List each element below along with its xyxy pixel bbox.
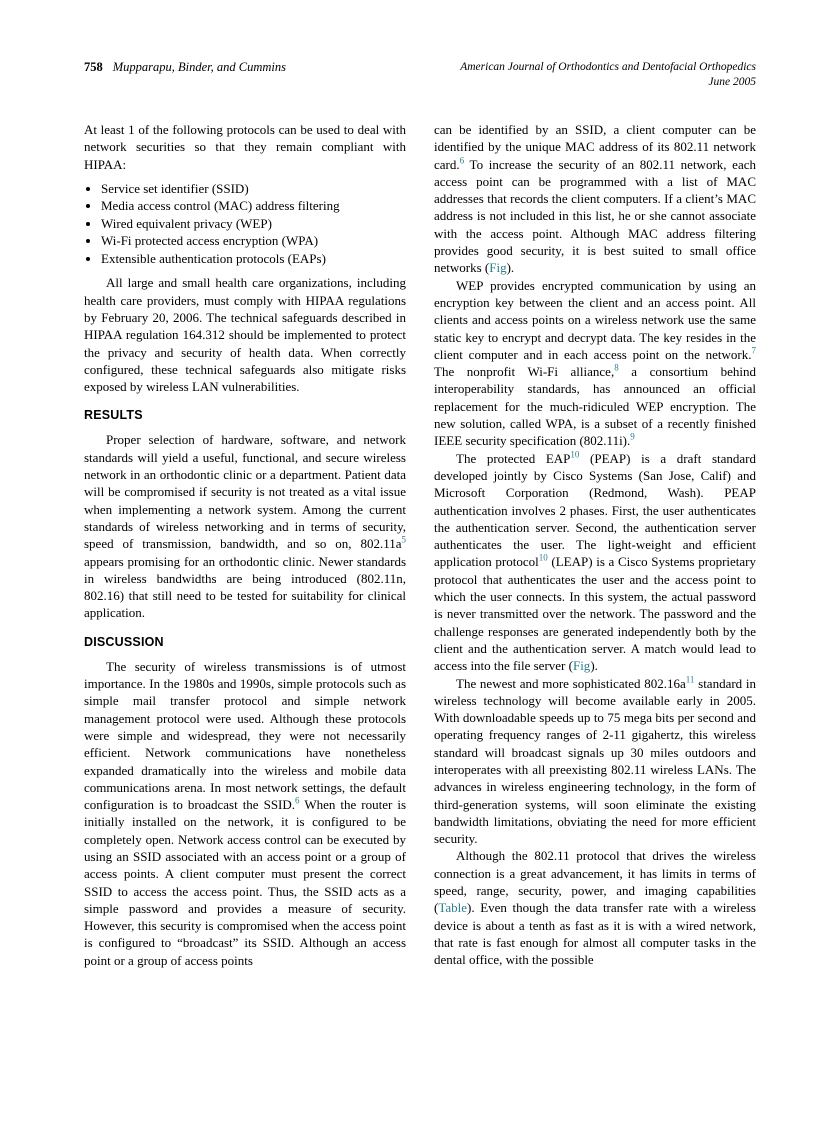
bullet-item: • Media access control (MAC) address filtering bbox=[101, 197, 406, 215]
citation-reference-link[interactable]: 7 bbox=[751, 345, 756, 356]
citation-reference-link[interactable]: 8 bbox=[614, 362, 619, 373]
running-head bbox=[84, 60, 756, 90]
figure-link[interactable]: Fig bbox=[489, 260, 507, 276]
journal-title: American Journal of Orthodontics and Dentofacial Orthopedics bbox=[460, 61, 756, 73]
paragraph: Proper selection of hardware, software, and network standards will yield a useful, functional, and secure wireless network in an orthodontic clinic or a department. Patient data will be compromised if security is not treated as a vital issue when implementing a network system. Among the current standards of wireless networking and in terms of security, speed of transmission, bandwidth, and so on, 802.11a$^5$ appears promising for an orthodontic clinic. Newer standards in wireless bandwidths are being introduced (802.11n, 802.16) that still need to be tested for suitability for clinical application. bbox=[84, 432, 406, 621]
figure-link[interactable]: Fig bbox=[572, 658, 591, 674]
bullet-item: • Extensible authentication protocols (EAPs) bbox=[101, 250, 406, 268]
paragraph: can be identified by an SSID, a client computer can be identified by the unique MAC address of its 802.11 network card.$^6$ To increase the security of an 802.11 network, each access point can be programmed with a list of MAC addresses that records the client computers. If a client’s MAC address is not included in this list, he or she cannot associate with the access point. Although MAC address filtering provides good security, it is best suited to small office networks (Fig). bbox=[434, 122, 756, 276]
paragraph: Although the 802.11 protocol that drives the wireless connection is a great advancement, it has limits in terms of speed, range, security, power, and imaging capabilities (Table). Even though the data transfer rate with a wireless device is about a tenth as fast as it is with a wired network, that rate is fast enough for almost all computer tasks in the dental office, with the possible bbox=[434, 848, 756, 968]
running-head-right bbox=[460, 60, 756, 90]
paragraph: The security of wireless transmissions is of utmost importance. In the 1980s and 1990s, simple protocols such as simple mail transfer protocol and simple network management protocol were used. Although these protocols were simple and widespread, they were not necessarily efficient. Network communications have nonetheless expanded dramatically into the wireless and mobile data communications arena. In most network settings, the default configuration is to broadcast the SSID.$^6$ When the router is initially installed on the network, it is configured to be completely open. Network access control can be executed by using an SSID associated with an access point or a group of access points. A client computer must present the correct SSID to access the access point. Thus, the SSID acts as a simple password and provides a measure of security. However, this security is compromised when the access point is configured to “broadcast” its SSID. Although an access point or a group of access points bbox=[84, 658, 406, 968]
citation-reference-link[interactable]: 11 bbox=[685, 674, 695, 685]
paragraph: The newest and more sophisticated 802.16a$^{11}$ standard in wireless technology will become available early in 2005. With downloadable speeds up to 75 mega bits per second and operating frequency ranges of 2-11 gigahertz, this wireless standard will broadcast signals up 30 miles outdoors and interoperates with all preexisting 802.11 wireless LANs. The advances in wireless engineering technology, in the form of third-generation systems, will soon eliminate the existing bandwidth limitations, obviating the need for more efficient security. bbox=[434, 674, 756, 847]
running-authors: Mupparapu, Binder, and Cummins bbox=[112, 60, 287, 74]
article-body bbox=[84, 121, 756, 969]
paragraph: All large and small health care organizations, including health care providers, must comply with HIPAA regulations by February 20, 2006. The technical safeguards described in HIPAA regulation 164.312 should be implemented to protect the privacy and security of health data. When correctly configured, these technical safeguards also mitigate risks exposed by wireless LAN vulnerabilities. bbox=[84, 275, 406, 395]
journal-issue-date: June 2005 bbox=[708, 76, 756, 88]
table-link[interactable]: Table bbox=[438, 900, 468, 916]
bullet-item: • Wi-Fi protected access encryption (WPA) bbox=[101, 232, 406, 250]
bullet-list bbox=[86, 180, 406, 268]
section-heading: RESULTS bbox=[84, 408, 143, 423]
paragraph: WEP provides encrypted communication by using an encryption key between the client and an access point. All clients and access points on a wireless network use the same static key to encrypt and decrypt data. The key resides in the client computer and in each access point on the network.$^7$ The nonprofit Wi-Fi alliance,$^8$ a consortium behind interoperability standards, has announced an official replacement for the much-ridiculed WEP encryption. The new solution, called WPA, is a subset of a recently finished IEEE security specification (802.11i).$^9$ bbox=[434, 277, 756, 449]
article-column-left bbox=[84, 121, 406, 969]
citation-reference-link[interactable]: 5 bbox=[401, 534, 406, 545]
citation-reference-link[interactable]: 6 bbox=[295, 795, 300, 806]
paragraph: At least 1 of the following protocols can be used to deal with network securities so that they remain compliant with HIPAA: bbox=[84, 122, 406, 172]
bullet-item: • Wired equivalent privacy (WEP) bbox=[101, 215, 406, 233]
running-head-left bbox=[84, 60, 286, 75]
bullet-item: • Service set identifier (SSID) bbox=[101, 180, 406, 198]
page-number: 758 bbox=[84, 60, 103, 74]
citation-reference-link[interactable]: 10 bbox=[570, 449, 580, 460]
citation-reference-link[interactable]: 10 bbox=[538, 553, 548, 564]
citation-reference-link[interactable]: 6 bbox=[459, 155, 465, 166]
paragraph: The protected EAP$^{10}$ (PEAP) is a draft standard developed jointly by Cisco Systems (San Jose, Calif) and Microsoft Corporation (Redmond, Wash). PEAP authentication involves 2 phases. First, the user authenticates the authentication server. Second, the authentication server authenticates the user. The light-weight and efficient application protocol$^{10}$ (LEAP) is a Cisco Systems proprietary protocol that authenticates the user and the access point to which the user connects. In this system, the actual password is never transmitted over the network. The password and the challenge responses are generated independently both by the client and the authentication server. A match would lead to access into the file server (Fig). bbox=[434, 449, 756, 674]
article-column-right bbox=[434, 121, 756, 969]
section-heading: DISCUSSION bbox=[84, 634, 164, 649]
citation-reference-link[interactable]: 9 bbox=[630, 432, 635, 443]
